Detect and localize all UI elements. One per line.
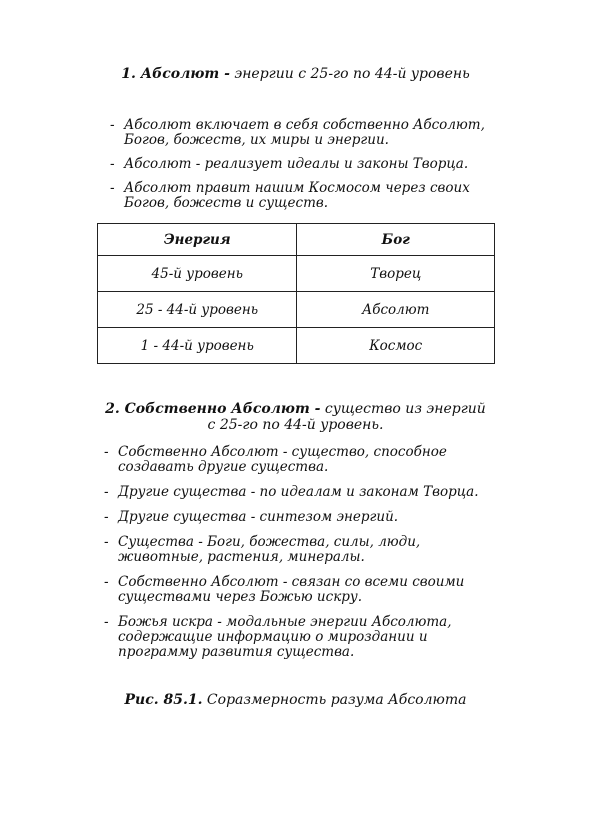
bullet-text: Другие существа - синтезом энергий. bbox=[118, 509, 399, 525]
column-header-god: Бог bbox=[297, 224, 495, 256]
energy-god-table bbox=[97, 223, 495, 364]
list-item bbox=[110, 118, 502, 148]
bullet-dash: - bbox=[110, 180, 115, 196]
table-cell-energy: 1 - 44-й уровень bbox=[98, 328, 297, 364]
section2-title-bold: 2. Собственно Абсолют - bbox=[105, 401, 321, 417]
section1-bullet-list bbox=[110, 118, 502, 220]
bullet-dash: - bbox=[104, 484, 109, 500]
bullet-dash: - bbox=[104, 509, 109, 525]
bullet-dash: - bbox=[110, 156, 115, 172]
bullet-text: Другие существа - по идеалам и законам Творца. bbox=[118, 484, 479, 500]
figure-caption-label: Рис. 85.1. bbox=[124, 692, 203, 708]
figure-caption bbox=[0, 692, 591, 708]
table-cell-god: Абсолют bbox=[297, 292, 495, 328]
table-cell-god: Космос bbox=[297, 328, 495, 364]
table-header-row bbox=[98, 224, 495, 256]
list-item bbox=[104, 615, 504, 660]
bullet-dash: - bbox=[104, 574, 109, 590]
list-item bbox=[110, 157, 502, 172]
table-row bbox=[98, 292, 495, 328]
list-item bbox=[104, 510, 504, 525]
list-item bbox=[104, 485, 504, 500]
section1-title-bold: 1. Абсолют - bbox=[121, 66, 230, 82]
bullet-text: Существа - Боги, божества, силы, люди, животные, растения, минералы. bbox=[118, 534, 421, 565]
list-item bbox=[104, 445, 504, 475]
bullet-text: Собственно Абсолют - существо, способное создавать другие существа. bbox=[118, 444, 447, 475]
bullet-text: Абсолют правит нашим Космосом через своих Богов, божеств и существ. bbox=[124, 180, 470, 211]
list-item bbox=[110, 181, 502, 211]
bullet-text: Абсолют - реализует идеалы и законы Творца. bbox=[124, 156, 469, 172]
section2-title bbox=[0, 401, 591, 433]
list-item bbox=[104, 575, 504, 605]
table-cell-energy: 25 - 44-й уровень bbox=[98, 292, 297, 328]
bullet-text: Собственно Абсолют - связан со всеми своими существами через Божью искру. bbox=[118, 574, 465, 605]
bullet-dash: - bbox=[110, 117, 115, 133]
table-cell-god: Творец bbox=[297, 256, 495, 292]
section2-bullet-list bbox=[104, 445, 504, 670]
figure-caption-text: Соразмерность разума Абсолюта bbox=[202, 692, 467, 708]
section1-title bbox=[0, 66, 591, 82]
section2-title-line1 bbox=[0, 401, 591, 417]
table-row bbox=[98, 256, 495, 292]
section1-title-rest: энергии с 25-го по 44-й уровень bbox=[229, 66, 470, 82]
bullet-text: Абсолют включает в себя собственно Абсолют, Богов, божеств, их миры и энергии. bbox=[124, 117, 485, 148]
bullet-dash: - bbox=[104, 444, 109, 460]
table-cell-energy: 45-й уровень bbox=[98, 256, 297, 292]
bullet-dash: - bbox=[104, 534, 109, 550]
section2-title-rest: существо из энергий bbox=[320, 401, 486, 417]
list-item bbox=[104, 535, 504, 565]
table-row bbox=[98, 328, 495, 364]
section2-title-line2: с 25-го по 44-й уровень. bbox=[207, 417, 384, 433]
column-header-energy: Энергия bbox=[98, 224, 297, 256]
bullet-dash: - bbox=[104, 614, 109, 630]
bullet-text: Божья искра - модальные энергии Абсолюта, содержащие информацию о мироздании и программу развития существа. bbox=[118, 614, 452, 660]
